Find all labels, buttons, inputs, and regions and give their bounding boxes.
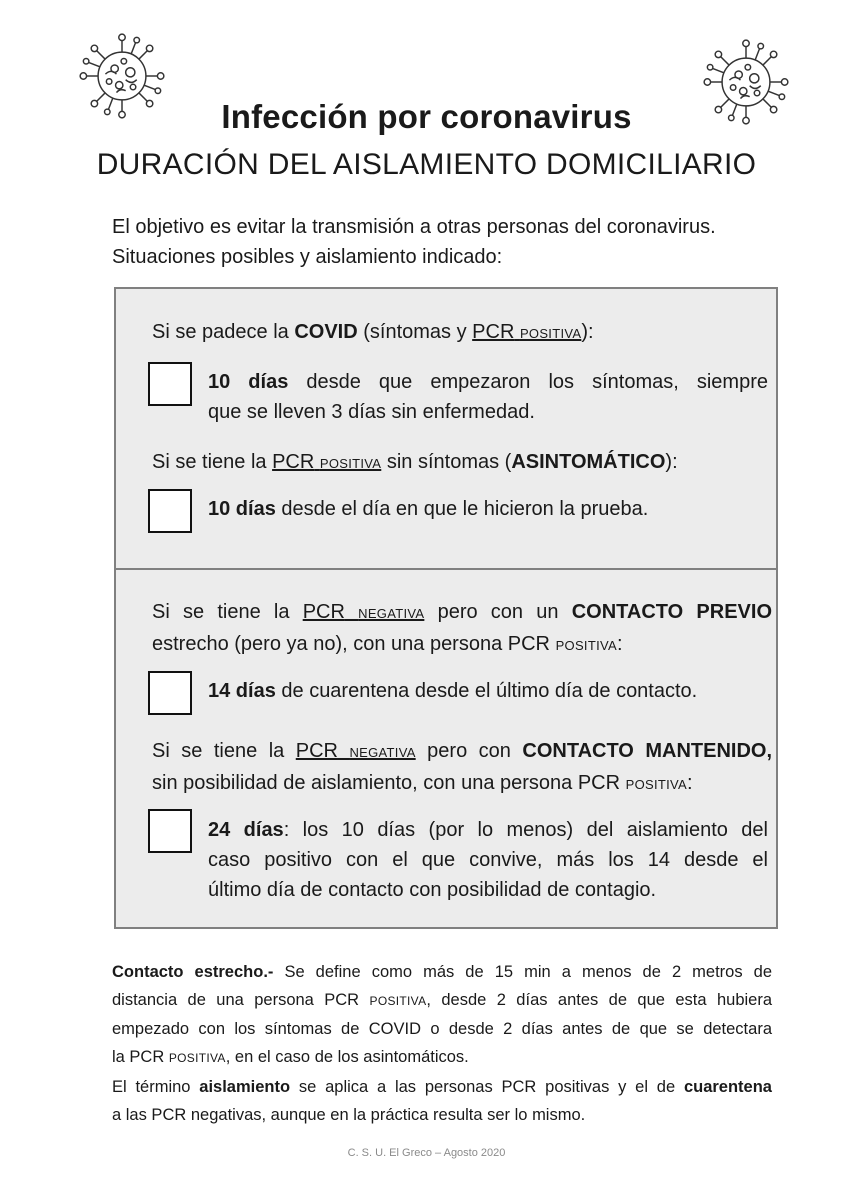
option-text-14-dias: 14 días de cuarentena desde el último día de contacto. — [208, 680, 698, 702]
option-checkbox-14-dias[interactable] — [148, 671, 192, 715]
terms-note: El término aislamiento se aplica a las personas PCR positivas y el de cuarentena a las PCR negativas, aunque en la práctica resulta ser lo mismo. — [112, 1078, 772, 1124]
isolation-options-box — [114, 287, 778, 929]
definition-contacto-estrecho: Contacto estrecho.- Se define como más de 15 min a menos de 2 metros de distancia de una persona PCR POSITIVA, desde 2 días antes de que esta hubiera empezado con los síntomas de COVID o desde 2 días antes de que se detectara la PCR POSITIVA, en el caso de los asintomáticos. — [112, 963, 773, 1066]
option-text-24-dias: 24 días: los 10 días (por lo menos) del aislamiento del caso positivo con el que convive, más los 14 desde el último día de contacto con posibilidad de contagio. — [208, 819, 768, 901]
condition-covid: Si se padece la COVID (síntomas y PCR POSITIVA): — [152, 321, 594, 343]
option-checkbox-10-dias-prueba[interactable] — [148, 489, 192, 533]
intro-line: El objetivo es evitar la transmisión a otras personas del coronavirus. — [112, 216, 716, 238]
footer-credit: C. S. U. El Greco – Agosto 2020 — [347, 1147, 506, 1159]
page-subtitle: DURACIÓN DEL AISLAMIENTO DOMICILIARIO — [96, 148, 757, 181]
condition-contacto-previo: Si se tiene la PCR NEGATIVA pero con un CONTACTO PREVIO estrecho (pero ya no), con una persona PCR POSITIVA: — [152, 601, 772, 655]
option-text-10-dias-prueba: 10 días desde el día en que le hicieron la prueba. — [208, 498, 649, 520]
option-checkbox-24-dias[interactable] — [148, 809, 192, 853]
condition-asintomatico: Si se tiene la PCR POSITIVA sin síntomas (ASINTOMÁTICO): — [152, 451, 678, 473]
option-text-10-dias-sintomas: 10 días desde que empezaron los síntomas, siempre que se lleven 3 días sin enfermedad. — [208, 371, 768, 423]
option-checkbox-10-dias-sintomas[interactable] — [148, 362, 192, 406]
condition-contacto-mantenido: Si se tiene la PCR NEGATIVA pero con CONTACTO MANTENIDO, sin posibilidad de aislamiento, con una persona PCR POSITIVA: — [152, 740, 772, 794]
intro-text — [112, 212, 772, 272]
intro-line: Situaciones posibles y aislamiento indicado: — [112, 246, 503, 268]
page-title: Infección por coronavirus — [221, 98, 632, 135]
section-divider — [116, 568, 776, 570]
